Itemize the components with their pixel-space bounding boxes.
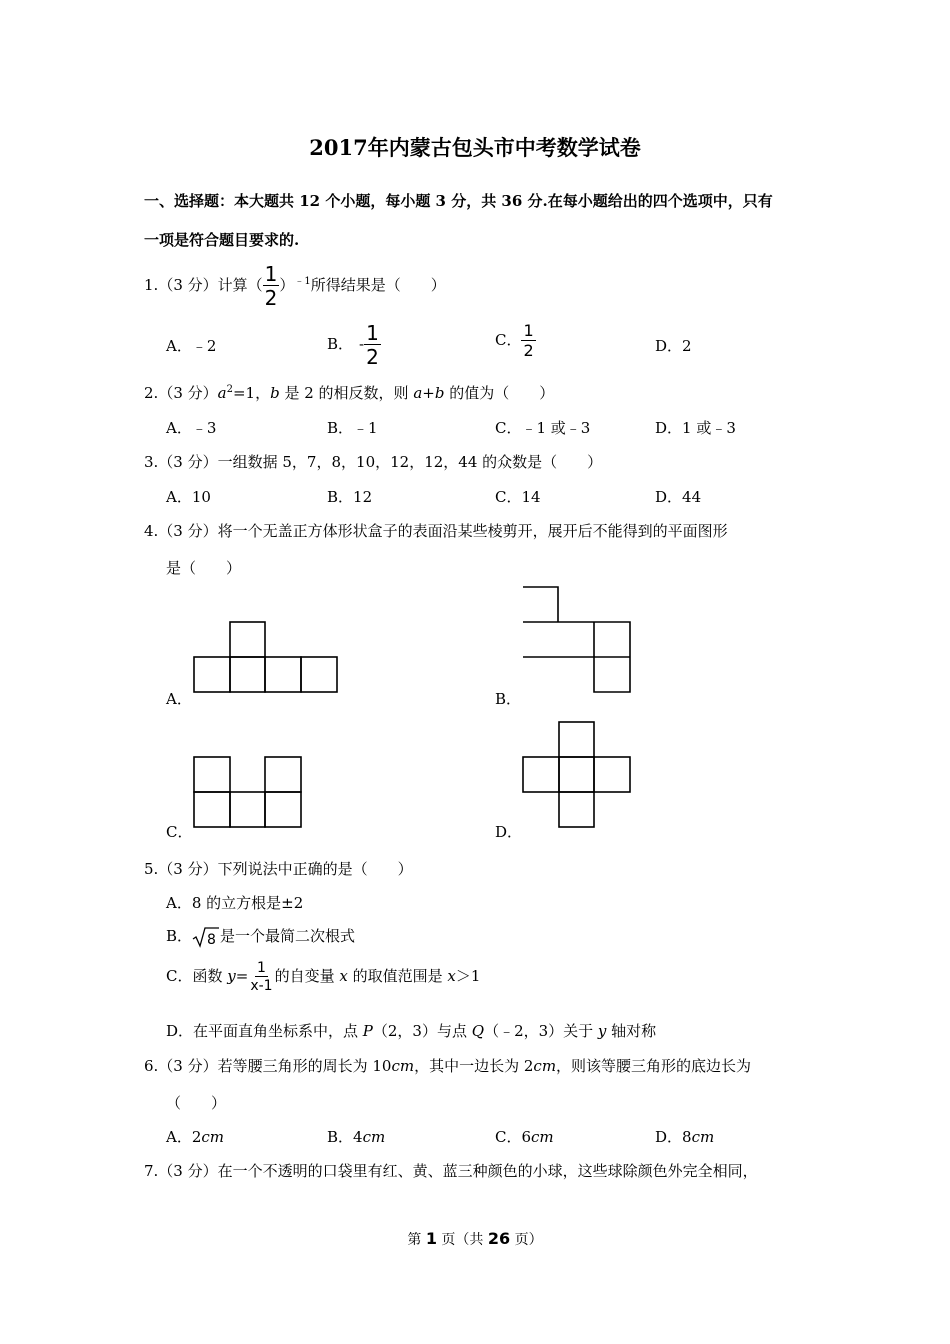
q5-option-a: A．8 的立方根是±2 — [166, 894, 304, 912]
q6-option-b: B．4cm — [327, 1128, 386, 1146]
section-heading-line1: 一、选择题：本大题共 12 个小题，每小题 3 分，共 36 分.在每小题给出的四个选项中，只有 — [144, 192, 773, 210]
q6-option-c: C．6cm — [495, 1128, 554, 1146]
question-4-line1: 4.（3 分）将一个无盖正方体形状盒子的表面沿某些棱剪开，展开后不能得到的平面图形 — [144, 522, 728, 540]
q3-option-a: A．10 — [166, 488, 211, 506]
q5-option-d: D．在平面直角坐标系中，点 P（2，3）与点 Q（﹣2，3）关于 y 轴对称 — [166, 1022, 657, 1040]
q2-option-c: C．﹣1 或﹣3 — [495, 419, 591, 437]
q4-option-a-label: A． — [166, 690, 192, 708]
q4-net-d — [522, 721, 632, 829]
q4-option-b-label: B． — [495, 690, 522, 708]
question-2: 2.（3 分）$a^2=1$，b 是 2 的相反数，则 a+b 的值为（ ） — [144, 384, 555, 402]
q3-option-d: D．44 — [655, 488, 702, 506]
q2-option-b: B．﹣1 — [327, 419, 378, 437]
q3-option-b: B．12 — [327, 488, 373, 506]
q1-option-c: C． $\frac{1}{2}$ — [495, 321, 534, 360]
q2-option-d: D．1 或﹣3 — [655, 419, 736, 437]
q1-option-d: D．2 — [655, 337, 692, 355]
q6-option-a: A．2cm — [166, 1128, 225, 1146]
section-heading-line2: 一项是符合题目要求的. — [144, 231, 300, 249]
question-6-line1: 6.（3 分）若等腰三角形的周长为 10cm，其中一边长为 2cm，则该等腰三角形的底边长为 — [144, 1057, 752, 1075]
question-7: 7.（3 分）在一个不透明的口袋里有红、黄、蓝三种颜色的小球，这些球除颜色外完全相同， — [144, 1162, 758, 1180]
q1-option-a: A．﹣2 — [166, 337, 217, 355]
page-footer: 第 1 页（共 26 页） — [407, 1229, 543, 1248]
question-5: 5.（3 分）下列说法中正确的是（ ） — [144, 860, 413, 878]
q4-net-a — [193, 621, 339, 693]
question-3: 3.（3 分）一组数据 5，7，8，10，12，12，44 的众数是（ ） — [144, 453, 603, 471]
q4-net-b — [522, 586, 632, 694]
q2-option-a: A．﹣3 — [166, 419, 217, 437]
question-6-line2: （ ） — [166, 1094, 227, 1112]
q6-option-d: D．8cm — [655, 1128, 715, 1146]
sqrt-symbol — [192, 926, 220, 948]
q4-net-c — [193, 756, 303, 828]
svg-text:8: 8 — [207, 932, 216, 948]
q4-option-c-label: C． — [166, 823, 193, 841]
q1-option-b: B． - $\frac{1}{2}$ — [327, 321, 379, 369]
question-1: 1.（3 分）计算（ $\frac{1}{2}$ ）$^{﹣1}$所得结果是（ ） — [144, 262, 446, 310]
exam-title: 2017年内蒙古包头市中考数学试卷 — [309, 135, 641, 160]
fraction-half: $\frac{1}{2}$ — [264, 262, 278, 310]
q5-option-c: C．函数 y= $\frac{1}{x-1}$ 的自变量 x 的取值范围是 x＞1 — [166, 960, 481, 994]
q3-option-c: C．14 — [495, 488, 541, 506]
q4-option-d-label: D． — [495, 823, 523, 841]
page-number: 1 — [425, 1229, 437, 1248]
page-total: 26 — [487, 1229, 511, 1248]
question-4-line2: 是（ ） — [166, 559, 242, 577]
q5-option-b: B． 8 是一个最简二次根式 — [166, 927, 356, 948]
